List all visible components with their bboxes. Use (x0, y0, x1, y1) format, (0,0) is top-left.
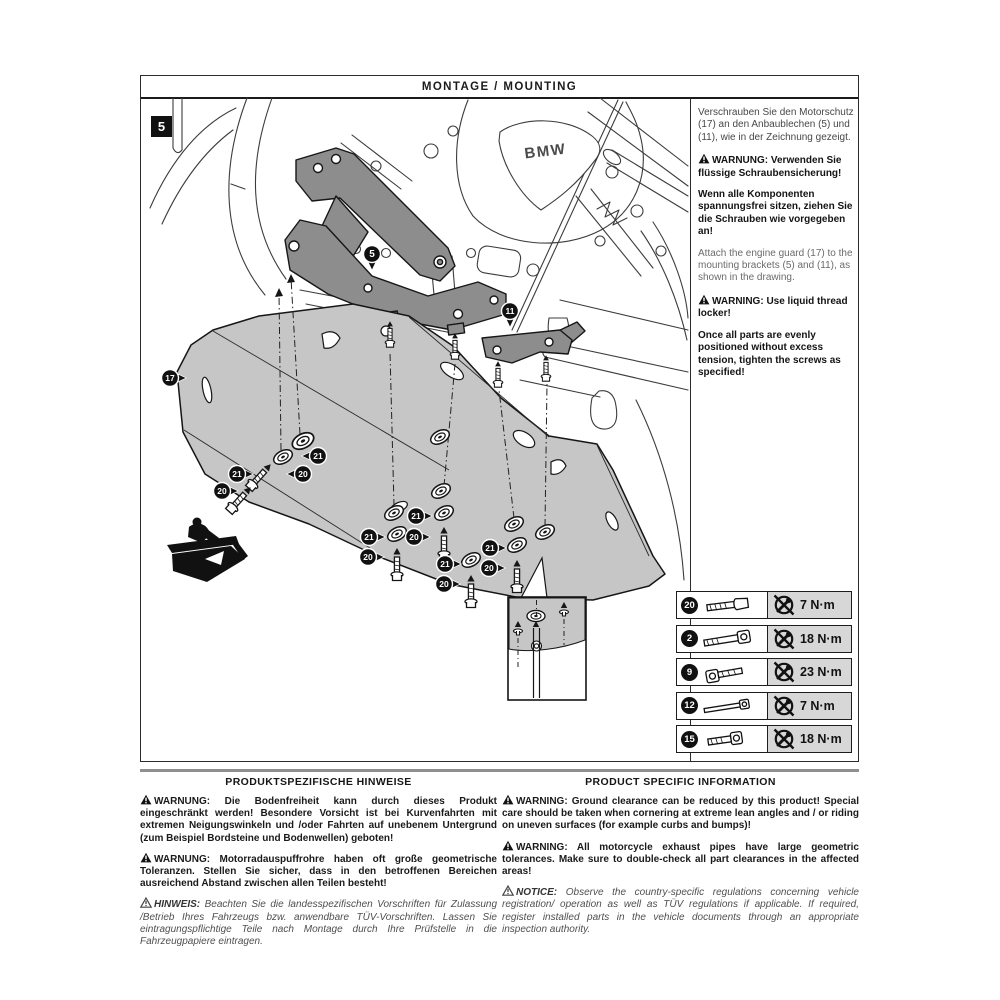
note-warning (502, 840, 859, 879)
warning-text: Motorradauspuffrohre haben oft große geometrische Toleranzen. Stellen Sie sicher, dass in den betroffenen Bereichen ausreichend Abstand zwischen allen Teilen besteht! (140, 853, 497, 890)
torque-row (676, 692, 852, 720)
torque-value: 23 N·m (800, 665, 842, 679)
torque-row (676, 725, 852, 753)
note-warning (140, 794, 497, 845)
svg-text:21: 21 (364, 532, 374, 543)
torque-table (676, 591, 852, 759)
torque-value-cell (767, 659, 851, 685)
instruction-en-warning-text: WARNING: Use liquid thread locker! (698, 295, 848, 320)
instruction-en-warning (698, 294, 855, 321)
torque-row-part-cell (677, 659, 767, 685)
no-impact-wrench-icon (772, 727, 796, 751)
note-warning (502, 794, 859, 833)
notes-english-header: PRODUCT SPECIFIC INFORMATION (585, 776, 776, 788)
notice-text: Beachten Sie die landesspezifischen Vorschriften für Zulassung /Betrieb Ihres Fahrzeugs bzw. anwendbare TÜV-Vorschriften. Lassen Sie eintragungspflichtige Teile nach Montage durch Ihre Prüfstelle in die Fahrzeugpapiere eintragen. (140, 899, 498, 948)
notice-text: Observe the country-specific regulations concerning vehicle registration/ operation as well as TÜV regulations if applicable. If required, register installed parts in the vehicle documents through an appropriate inspection authority. (502, 887, 859, 935)
warning-triangle-icon (502, 794, 514, 805)
note-notice (140, 897, 497, 948)
torque-row-part-cell (677, 726, 767, 752)
instruction-en-tighten: Once all parts are evenly positioned without excess tension, tighten the screws as specified! (698, 329, 841, 378)
screw-icon (701, 726, 759, 752)
curb-warning-icon (167, 518, 248, 583)
svg-text:21: 21 (411, 511, 421, 522)
notes-german (140, 776, 497, 955)
torque-row-part-cell (677, 693, 767, 719)
svg-text:20: 20 (363, 552, 373, 563)
warning-triangle-icon (502, 840, 514, 851)
no-impact-wrench-icon (772, 593, 796, 617)
torque-value: 18 N·m (800, 631, 842, 646)
mounting-bracket-5 (285, 148, 506, 335)
mounting-bracket-11 (482, 322, 585, 363)
warning-label: WARNUNG: (154, 853, 211, 865)
instruction-de-tighten: Wenn alle Komponenten spannungsfrei sitzen, ziehen Sie die Schrauben wie vorgegeben an! (698, 189, 853, 238)
torque-value: 7 N·m (800, 698, 835, 713)
svg-text:20: 20 (217, 486, 227, 497)
torque-value: 7 N·m (800, 598, 835, 612)
torque-value-cell (767, 726, 851, 752)
notes-english (502, 776, 859, 943)
instruction-de-step: Verschrauben Sie den Motorschutz (17) an den Anbaublechen (5) und (11), wie in der Zeichnung gezeigt. (698, 107, 854, 143)
engine-logo: BMW (523, 140, 568, 163)
svg-text:21: 21 (440, 559, 450, 570)
instruction-de-warning (698, 153, 855, 180)
instruction-de-warning-text: WARNUNG: Verwenden Sie flüssige Schraubensicherung! (698, 155, 842, 179)
notice-triangle-icon (502, 885, 514, 896)
instruction-en-step: Attach the engine guard (17) to the mounting brackets (5) and (11), as shown in the drawing. (698, 247, 853, 284)
warning-label: WARNUNG: (154, 796, 211, 807)
svg-text:21: 21 (485, 543, 495, 554)
warning-text: All motorcycle exhaust pipes have large geometric tolerances. Make sure to double-check all part clearances in the affected areas! (502, 841, 859, 878)
note-notice (502, 885, 859, 936)
torque-row-part-cell (677, 592, 767, 618)
torque-value-cell (767, 592, 851, 618)
step-number-badge: 5 (151, 116, 172, 137)
part-number-badge: 20 (681, 597, 698, 614)
callout-badge-5 (364, 246, 381, 270)
callout-badge-11 (502, 303, 519, 327)
svg-text:17: 17 (165, 373, 175, 384)
warning-label: WARNING: (516, 841, 568, 853)
svg-text:5: 5 (369, 249, 375, 261)
part-number-badge: 12 (681, 697, 698, 714)
warning-label: WARNING: (516, 796, 568, 807)
warning-triangle-icon (140, 794, 152, 805)
warning-text: Die Bodenfreiheit kann durch dieses Produkt eingeschränkt werden! Besondere Vorsicht ist bei Kurvenfahrten mit extremen Neigungswinkeln und /oder Fahrten auf unebenem Untergrund (zum Beispiel Bordsteine und Bodenwellen) geboten! (140, 796, 498, 844)
svg-text:21: 21 (232, 469, 242, 480)
exploded-view-drawing (141, 97, 689, 761)
torque-row (676, 591, 852, 619)
screw-icon (701, 592, 759, 618)
svg-text:20: 20 (298, 469, 308, 480)
notice-label: NOTICE: (516, 887, 558, 899)
warning-text: Ground clearance can be reduced by this product! Special care should be taken when cornering at extreme lean angles and / or riding on uneven surfaces (for example curbs and bumps)! (502, 796, 859, 832)
part-number-badge: 15 (681, 731, 698, 748)
screw-icon (701, 659, 759, 685)
svg-text:20: 20 (439, 579, 449, 590)
note-warning (140, 852, 497, 891)
torque-value-cell (767, 693, 851, 719)
no-impact-wrench-icon (772, 627, 796, 651)
skid-plate-17 (177, 304, 665, 600)
svg-text:11: 11 (505, 306, 515, 317)
notice-triangle-icon (140, 897, 152, 908)
notes-divider (140, 769, 859, 772)
part-number-badge: 9 (681, 664, 698, 681)
no-impact-wrench-icon (772, 660, 796, 684)
svg-text:20: 20 (409, 532, 419, 543)
torque-row-part-cell (677, 626, 767, 652)
screw-icon (701, 626, 759, 652)
warning-triangle-icon (698, 153, 710, 164)
notice-label: HINWEIS: (154, 899, 201, 911)
instruction-column (698, 107, 855, 388)
torque-value: 18 N·m (800, 732, 842, 746)
page-title: MONTAGE / MOUNTING (421, 81, 578, 93)
part-number-badge: 2 (681, 630, 698, 647)
svg-text:21: 21 (313, 451, 323, 462)
warning-triangle-icon (140, 852, 152, 863)
notes-german-header: PRODUKTSPEZIFISCHE HINWEISE (225, 776, 412, 788)
no-impact-wrench-icon (772, 694, 796, 718)
torque-row (676, 625, 852, 653)
torque-row (676, 658, 852, 686)
warning-triangle-icon (698, 294, 710, 305)
screw-icon (701, 693, 759, 719)
torque-value-cell (767, 626, 851, 652)
svg-text:20: 20 (484, 563, 494, 574)
